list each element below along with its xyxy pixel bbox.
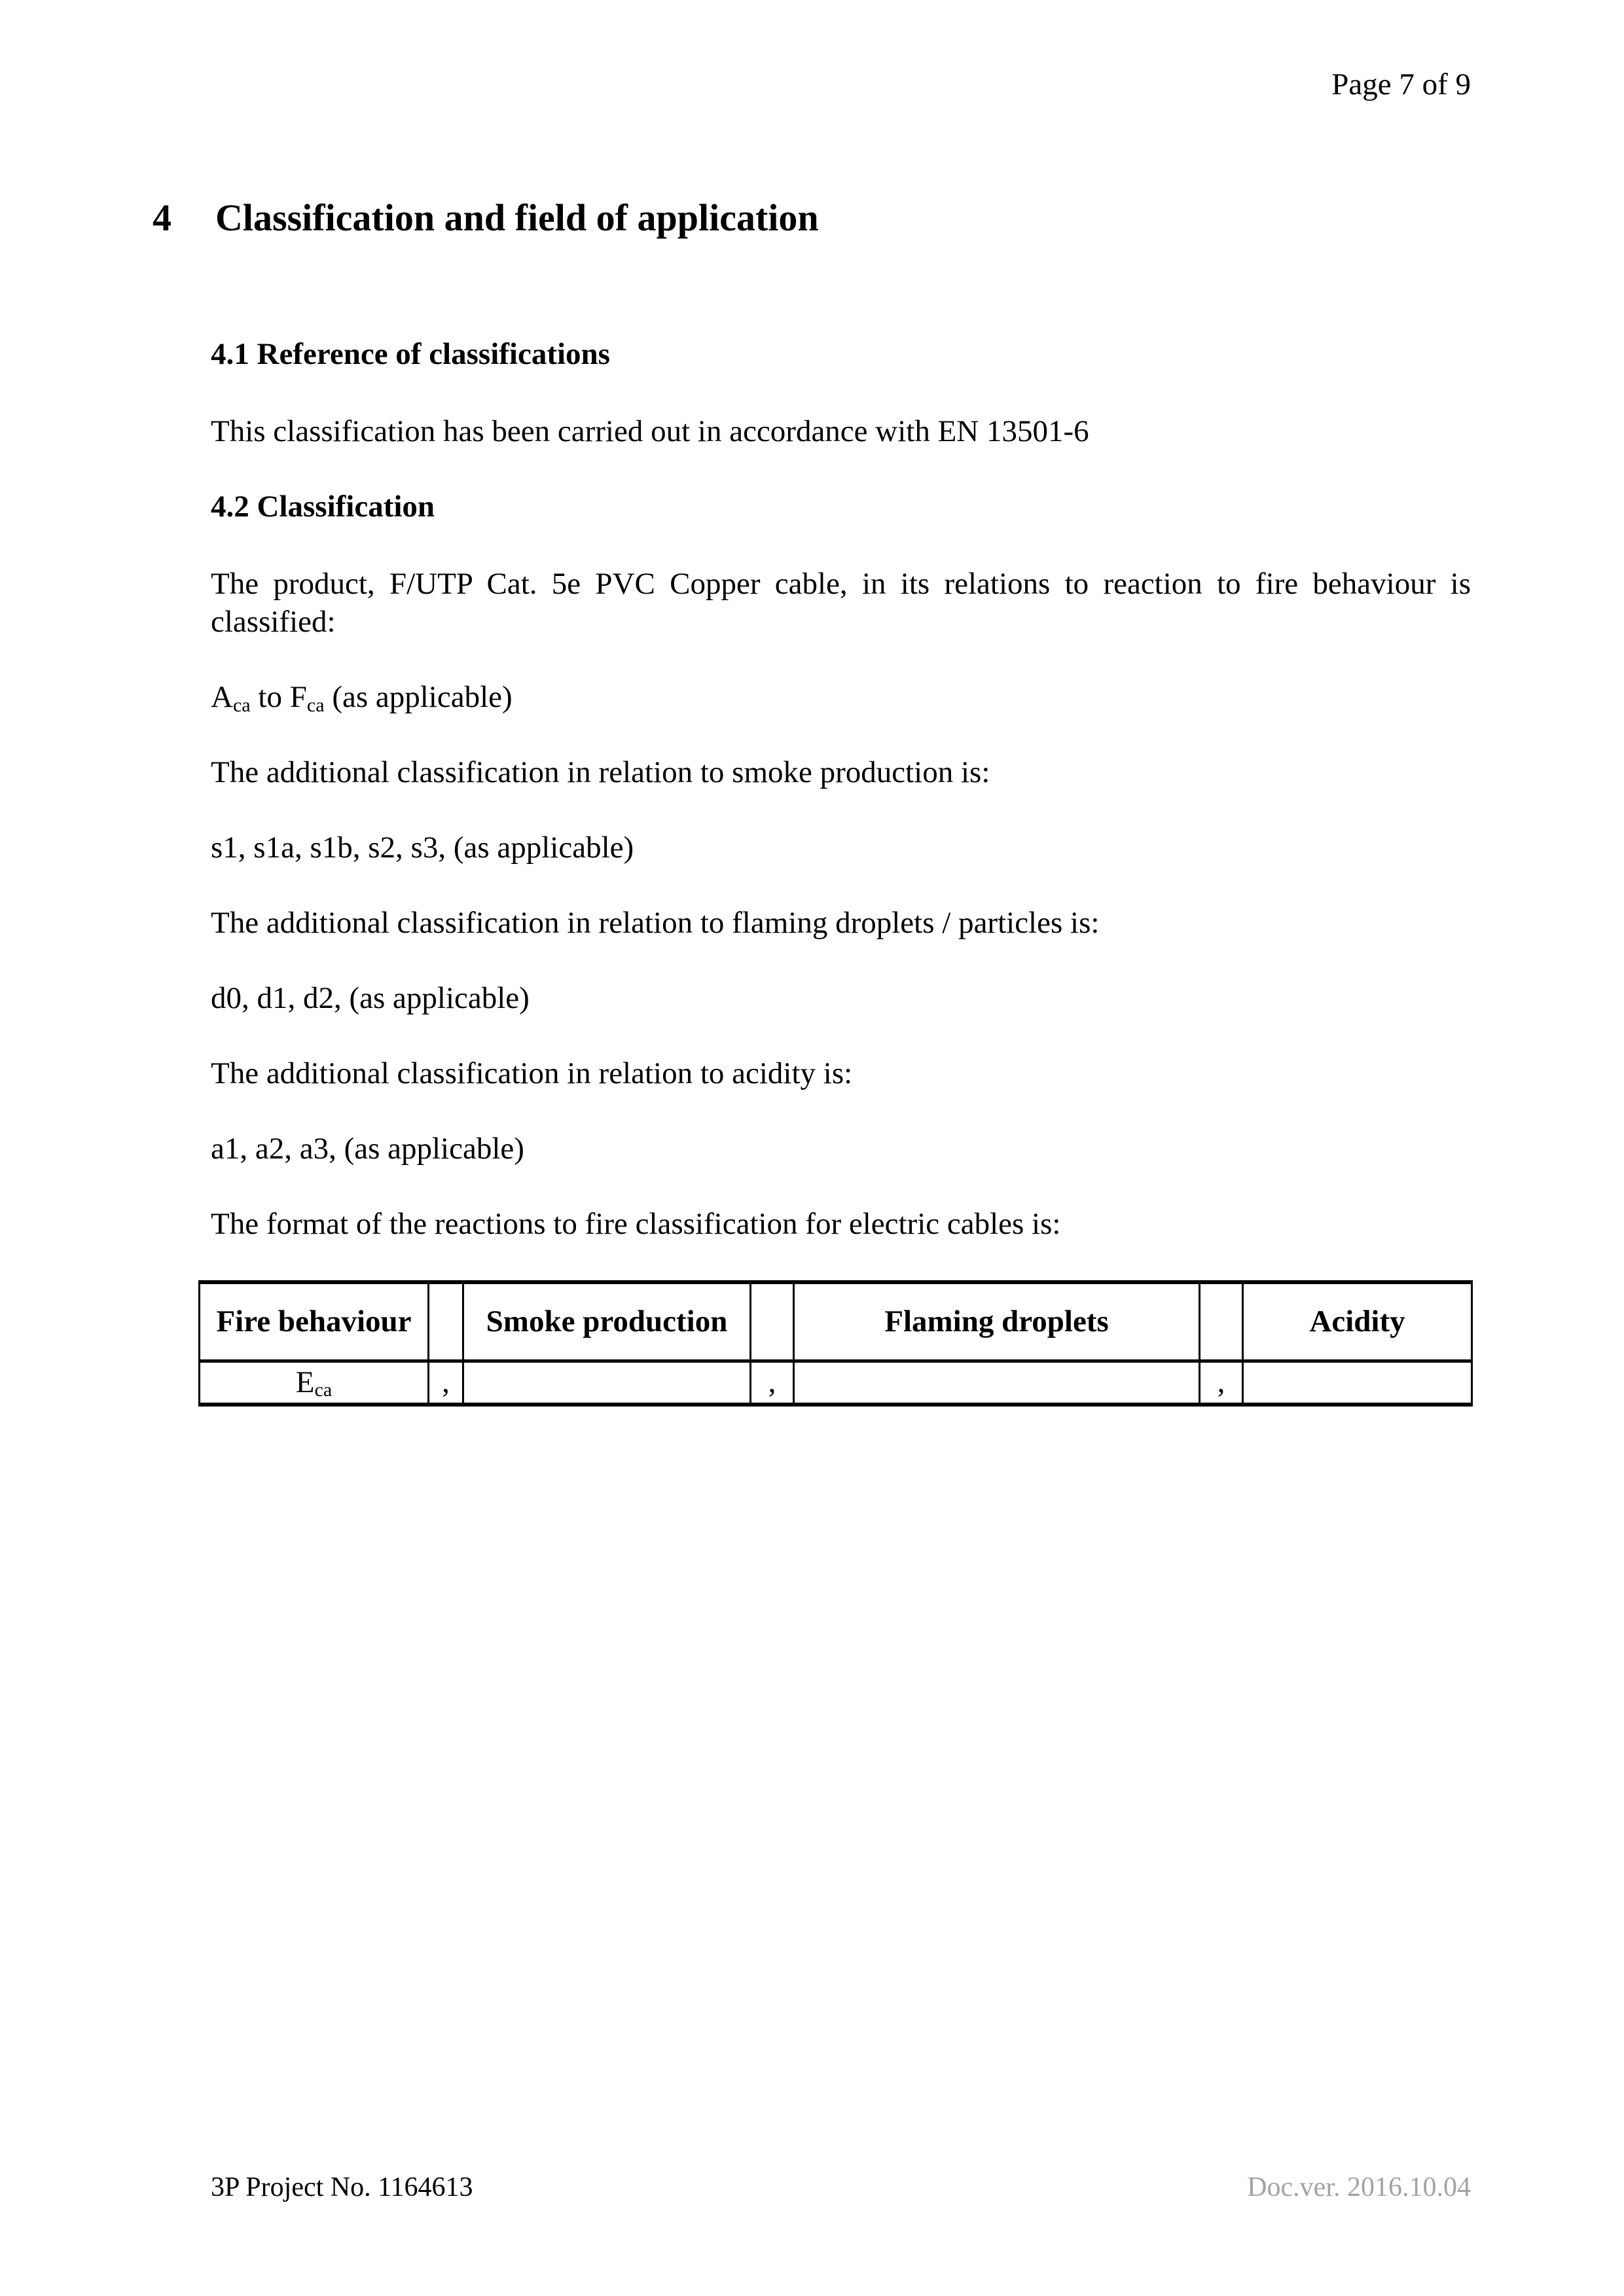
section-number: 4 <box>153 196 171 239</box>
table-cell-fire-behaviour: Eca <box>200 1361 429 1405</box>
table-header-flaming-droplets: Flaming droplets <box>794 1282 1200 1361</box>
table-cell-acidity <box>1243 1361 1472 1405</box>
subsection-title-4-1: 4.1 Reference of classifications <box>211 337 610 371</box>
paragraph-format-label: The format of the reactions to fire classification for electric cables is: <box>211 1207 1061 1241</box>
table-cell-comma-separator: , <box>751 1361 794 1405</box>
subscript-ca: ca <box>232 693 251 716</box>
subsection-title-4-2: 4.2 Classification <box>211 490 435 524</box>
table-header-smoke-production: Smoke production <box>463 1282 751 1361</box>
table-cell-flaming-droplets <box>794 1361 1200 1405</box>
table-header-acidity: Acidity <box>1243 1282 1472 1361</box>
paragraph-fire-class-range: Aca to Fca (as applicable) <box>211 680 513 716</box>
table-header-separator-cell <box>429 1282 463 1361</box>
footer-doc-version: Doc.ver. 2016.10.04 <box>1247 2172 1471 2202</box>
page-number-indicator: Page 7 of 9 <box>1331 67 1471 101</box>
paragraph-smoke-label: The additional classification in relation to smoke production is: <box>211 755 990 789</box>
paragraph-droplets-label: The additional classification in relation to flaming droplets / particles is: <box>211 906 1100 940</box>
paragraph-droplets-values: d0, d1, d2, (as applicable) <box>211 981 530 1015</box>
footer-project-number: 3P Project No. 1164613 <box>211 2172 473 2202</box>
table-header-row <box>200 1282 1472 1361</box>
page-footer <box>211 2170 1471 2204</box>
document-body <box>211 335 1471 1407</box>
section-title: Classification and field of application <box>215 196 819 239</box>
paragraph-acidity-values: a1, a2, a3, (as applicable) <box>211 1132 524 1166</box>
paragraph-reference: This classification has been carried out in accordance with EN 13501-6 <box>211 414 1089 448</box>
table-header-separator-cell <box>1200 1282 1243 1361</box>
table-cell-comma-separator: , <box>1200 1361 1243 1405</box>
table-header-separator-cell <box>751 1282 794 1361</box>
table-cell-comma-separator: , <box>429 1361 463 1405</box>
subscript-ca: ca <box>314 1378 333 1401</box>
paragraph-smoke-values: s1, s1a, s1b, s2, s3, (as applicable) <box>211 831 634 865</box>
section-heading <box>153 195 1471 241</box>
paragraph-acidity-label: The additional classification in relation to acidity is: <box>211 1056 853 1090</box>
classification-format-table <box>198 1280 1473 1407</box>
paragraph-product-intro: The product, F/UTP Cat. 5e PVC Copper cable, in its relations to reaction to fire behaviour is classified: <box>211 567 1471 639</box>
table-header-fire-behaviour: Fire behaviour <box>200 1282 429 1361</box>
table-cell-smoke-production <box>463 1361 751 1405</box>
subscript-ca: ca <box>306 693 325 716</box>
table-data-row <box>200 1361 1472 1405</box>
